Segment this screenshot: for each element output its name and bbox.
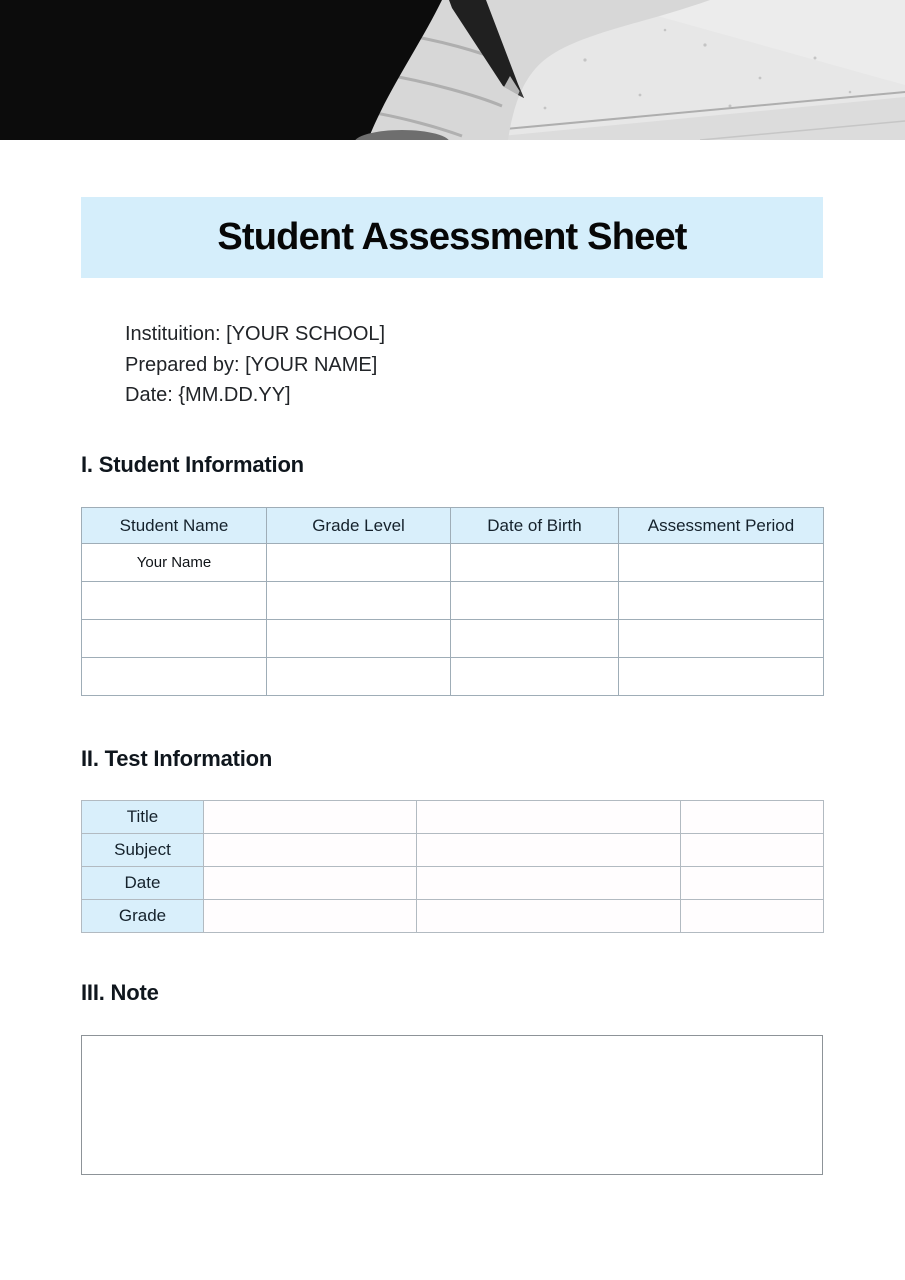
cell-title-value[interactable] [681, 801, 824, 834]
cell-assessment-period[interactable] [619, 544, 824, 582]
date-line: Date: {MM.DD.YY] [125, 384, 291, 406]
table-row [82, 834, 824, 867]
row-label-date: Date [82, 867, 204, 900]
column-header-grade-level: Grade Level [267, 508, 451, 544]
student-info-table [81, 507, 824, 696]
cell-student-name[interactable]: Your Name [82, 544, 267, 582]
cell-subject-value[interactable] [204, 834, 417, 867]
cell-grade-value[interactable] [204, 900, 417, 933]
cell-date-of-birth[interactable] [451, 544, 619, 582]
header-row [82, 508, 824, 544]
cell-date-of-birth[interactable] [451, 658, 619, 696]
cell-grade-value[interactable] [681, 900, 824, 933]
hand-writing-photo [0, 0, 905, 140]
cell-date-value[interactable] [417, 867, 681, 900]
cell-assessment-period[interactable] [619, 582, 824, 620]
document-meta [125, 319, 385, 411]
title-banner [81, 197, 823, 278]
cell-date-of-birth[interactable] [451, 582, 619, 620]
cell-grade-value[interactable] [417, 900, 681, 933]
prepared-by-line: Prepared by: [YOUR NAME] [125, 353, 378, 376]
table-row [82, 900, 824, 933]
institution-line: Instituition: [YOUR SCHOOL] [125, 323, 386, 345]
note-heading: III. Note [81, 980, 159, 1005]
column-header-date-of-birth: Date of Birth [451, 508, 619, 544]
cell-student-name[interactable] [82, 582, 267, 620]
cell-grade-level[interactable] [267, 620, 451, 658]
hero-image [0, 0, 905, 140]
test-information-heading: II. Test Information [81, 746, 273, 771]
row-label-title: Title [82, 801, 204, 834]
note-input-area[interactable] [81, 1035, 823, 1175]
row-label-grade: Grade [82, 900, 204, 933]
table-row [82, 658, 824, 696]
cell-date-of-birth[interactable] [451, 620, 619, 658]
cell-subject-value[interactable] [681, 834, 824, 867]
row-label-subject: Subject [82, 834, 204, 867]
column-header-assessment-period: Assessment Period [619, 508, 824, 544]
cell-subject-value[interactable] [417, 834, 681, 867]
test-info-table [81, 800, 824, 933]
cell-assessment-period[interactable] [619, 658, 824, 696]
table-row [82, 544, 824, 582]
cell-date-value[interactable] [204, 867, 417, 900]
cell-grade-level[interactable] [267, 582, 451, 620]
column-header-student-name: Student Name [82, 508, 267, 544]
table-row [82, 867, 824, 900]
cell-grade-level[interactable] [267, 544, 451, 582]
cell-title-value[interactable] [204, 801, 417, 834]
cell-date-value[interactable] [681, 867, 824, 900]
table-row [82, 582, 824, 620]
cell-student-name[interactable] [82, 658, 267, 696]
cell-title-value[interactable] [417, 801, 681, 834]
student-information-heading: I. Student Information [81, 452, 304, 477]
table-row [82, 620, 824, 658]
cell-student-name[interactable] [82, 620, 267, 658]
table-row [82, 801, 824, 834]
page-title: Student Assessment Sheet [217, 216, 687, 258]
cell-grade-level[interactable] [267, 658, 451, 696]
cell-assessment-period[interactable] [619, 620, 824, 658]
